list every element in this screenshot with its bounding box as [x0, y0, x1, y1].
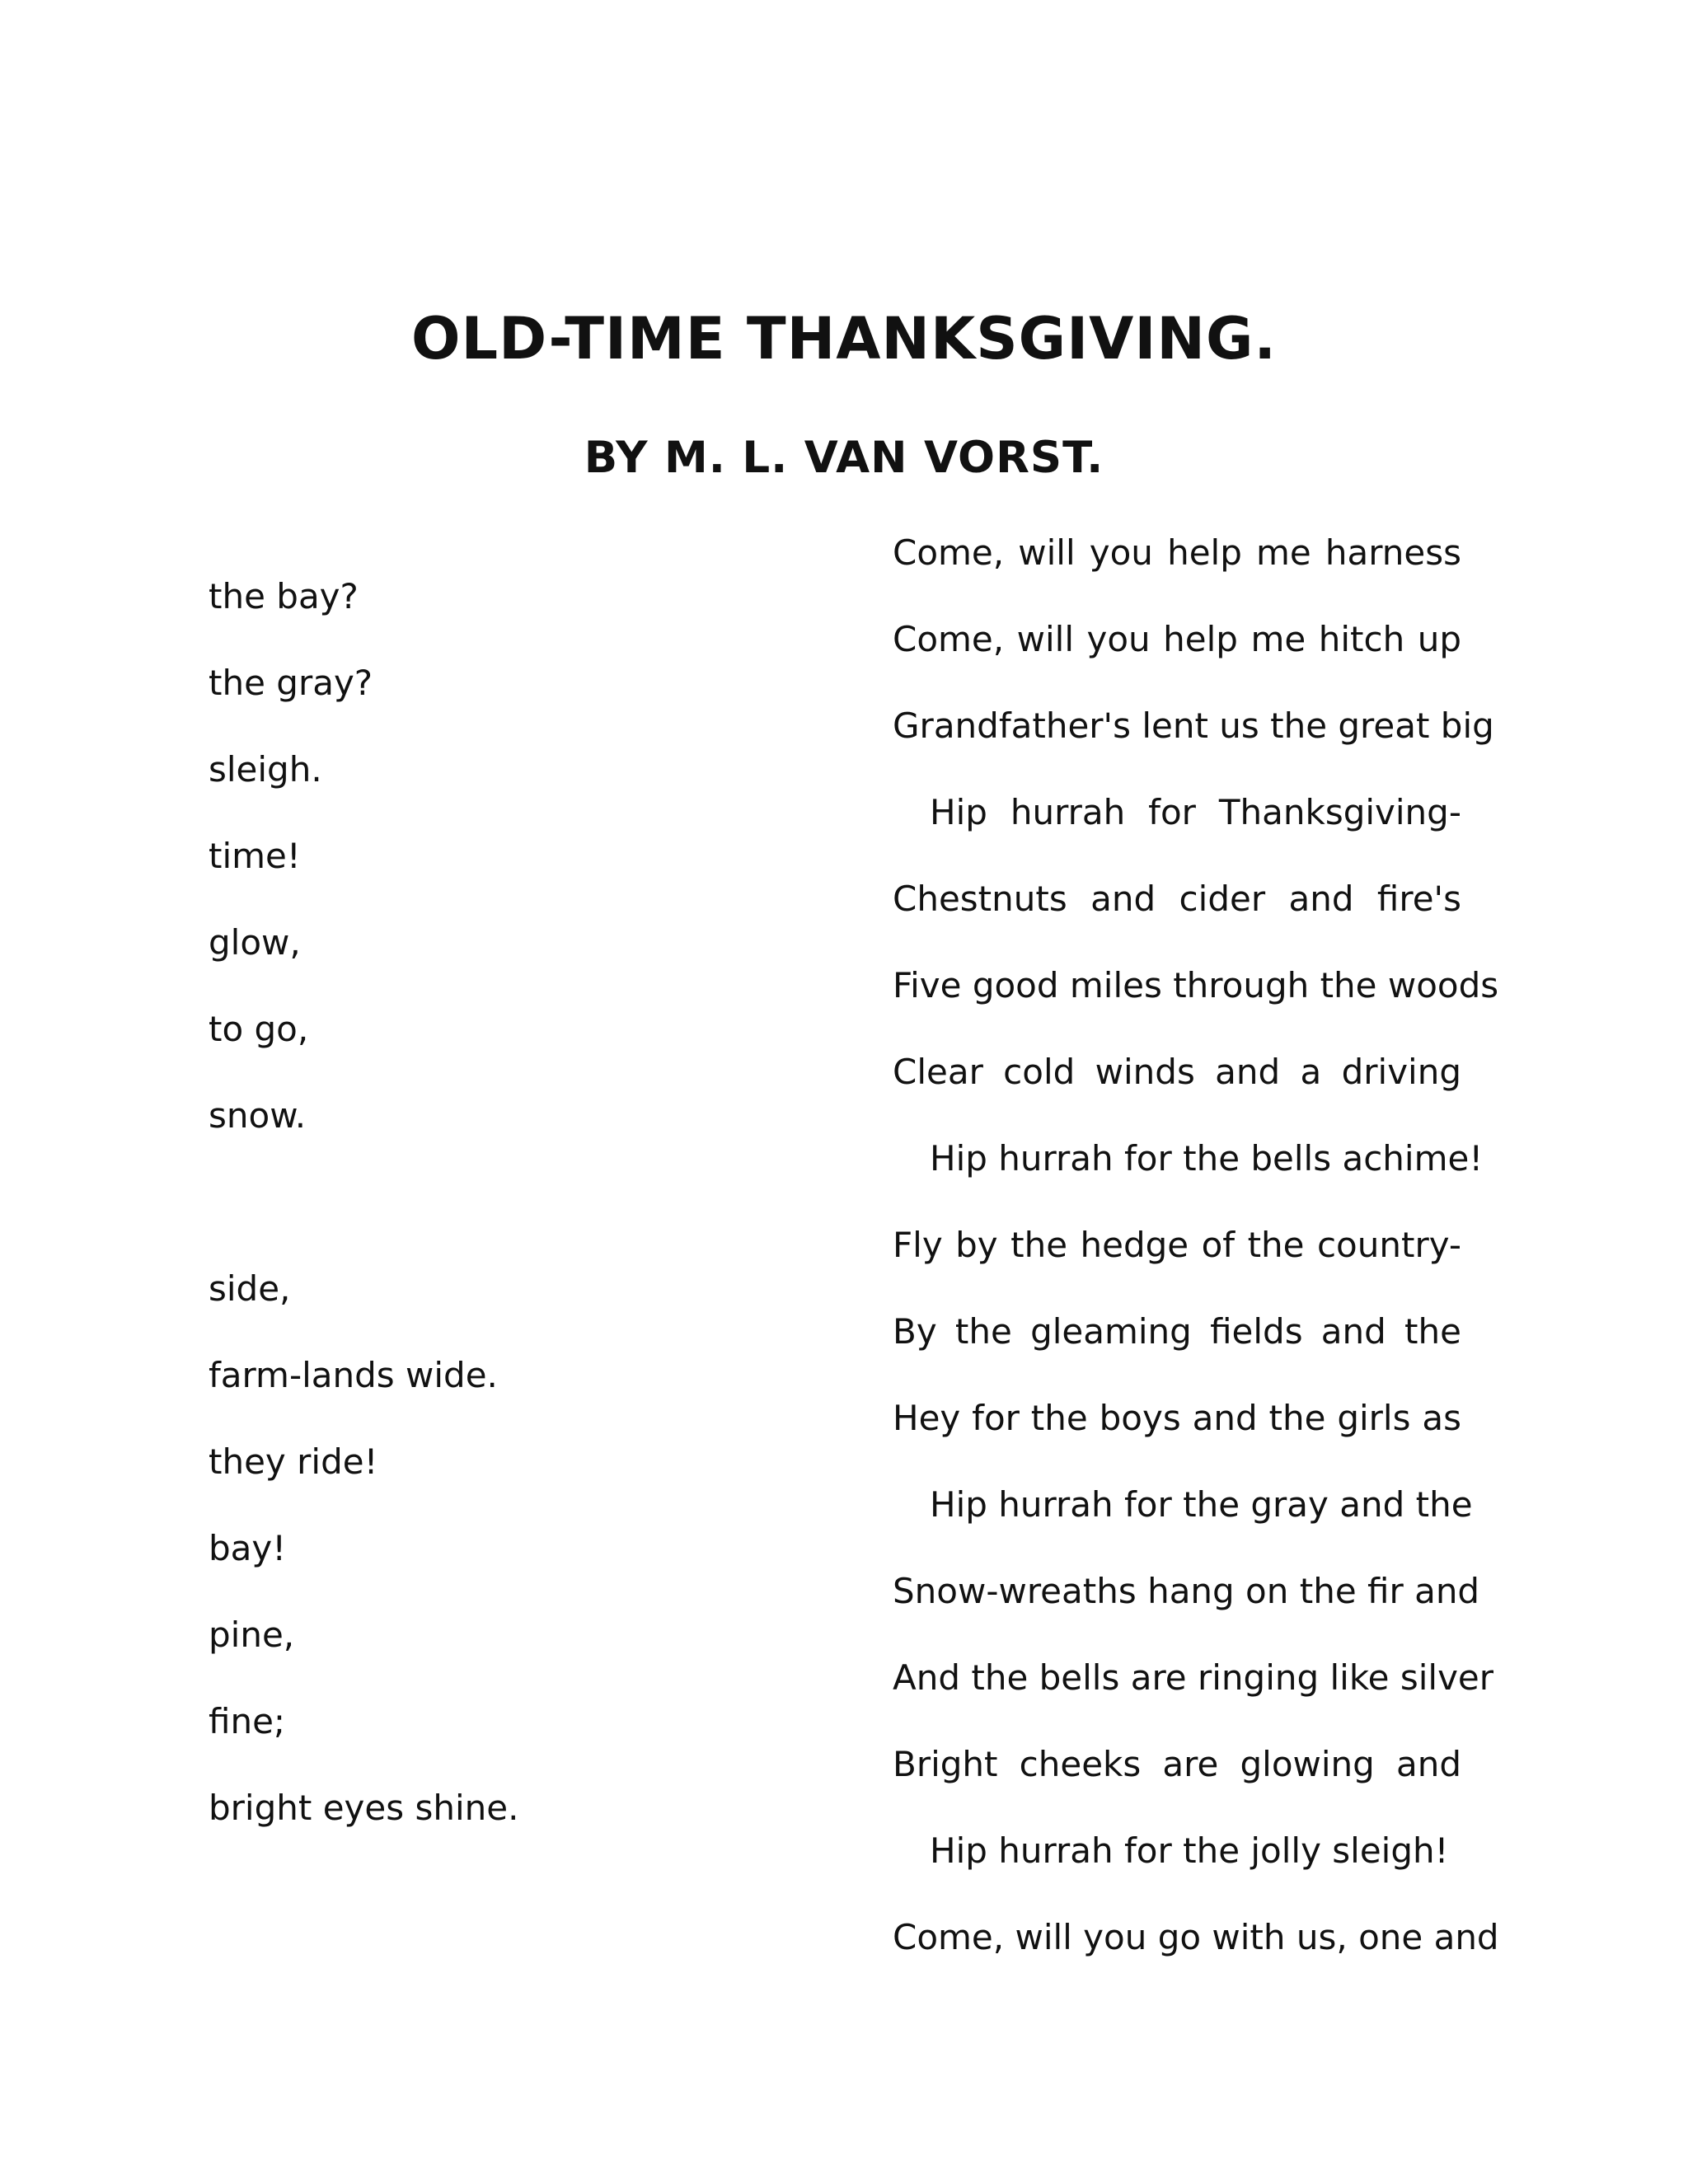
right-line: Hey for the boys and the girls as [893, 1398, 1461, 1438]
left-line: they ride! [209, 1441, 378, 1482]
left-line: time! [209, 836, 301, 876]
right-line: Hip hurrah for Thanksgiving- [930, 792, 1461, 832]
right-line: Hip hurrah for the bells achime! [930, 1138, 1484, 1179]
left-line: farm-lands wide. [209, 1355, 498, 1395]
right-line: By the gleaming fields and the [893, 1311, 1461, 1352]
left-line: pine, [209, 1615, 295, 1655]
left-line: bright eyes shine. [209, 1788, 519, 1828]
right-line: Clear cold winds and a driving [893, 1052, 1461, 1092]
left-line: sleigh. [209, 749, 322, 790]
left-line: side, [209, 1268, 291, 1309]
right-line: Chestnuts and cider and fire's [893, 879, 1461, 919]
right-line: Snow-wreaths hang on the fir and [893, 1571, 1480, 1611]
right-line: Come, will you help me hitch up [893, 619, 1461, 659]
right-line: And the bells are ringing like silver [893, 1657, 1494, 1698]
right-line: Come, will you help me harness [893, 532, 1461, 573]
left-line: to go, [209, 1009, 309, 1049]
left-line: the gray? [209, 663, 373, 703]
right-line: Come, will you go with us, one and [893, 1917, 1499, 1957]
left-line: fine; [209, 1701, 286, 1741]
left-line: the bay? [209, 576, 359, 616]
page-title: OLD-TIME THANKSGIVING. [410, 305, 1278, 373]
right-line: Bright cheeks are glowing and [893, 1744, 1461, 1784]
right-line: Fly by the hedge of the country- [893, 1225, 1461, 1265]
left-line: glow, [209, 922, 301, 963]
author-byline: BY M. L. VAN VORST. [584, 433, 1104, 483]
left-line: bay! [209, 1528, 287, 1568]
right-line: Grandfather's lent us the great big [893, 705, 1494, 746]
left-line: snow. [209, 1095, 307, 1136]
right-line: Five good miles through the woods [893, 965, 1499, 1005]
right-line: Hip hurrah for the jolly sleigh! [930, 1830, 1449, 1871]
right-line: Hip hurrah for the gray and the [930, 1484, 1473, 1525]
